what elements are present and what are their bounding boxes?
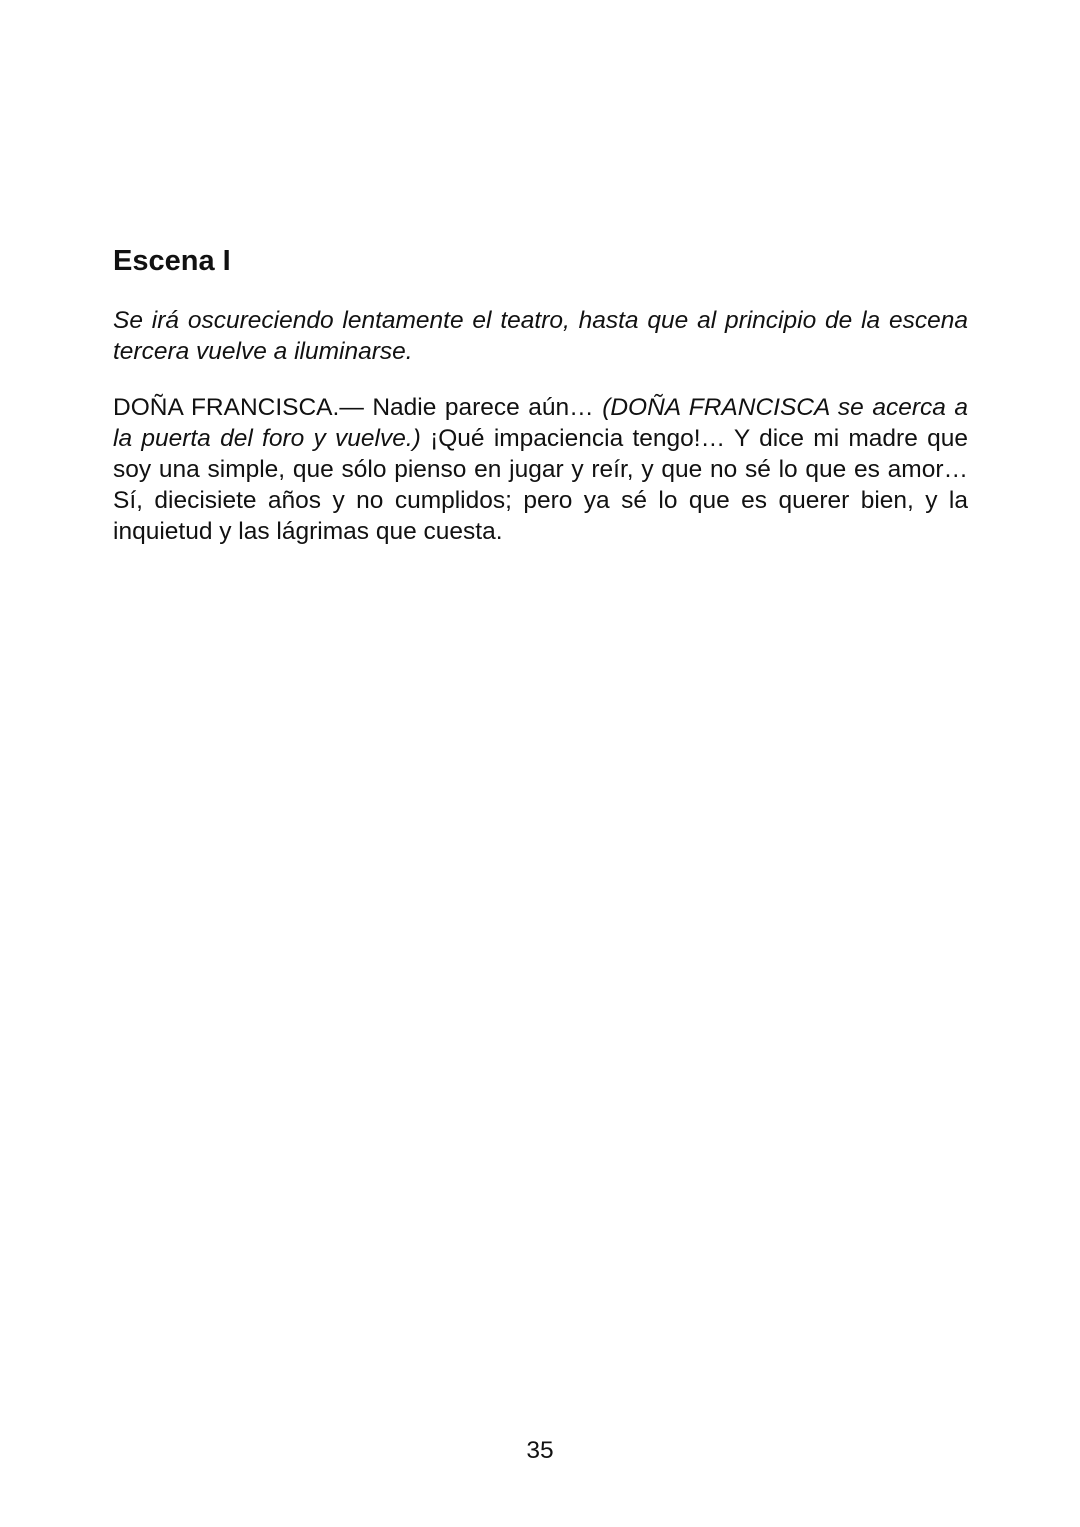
speaker-name: DOÑA FRANCISCA.—: [113, 394, 364, 421]
scene-title: Escena I: [113, 245, 231, 277]
stage-direction: Se irá oscureciendo lentamente el teatro, hasta que al principio de la escena tercera vuelve a iluminarse.: [113, 307, 968, 365]
dialogue-text-start: Nadie parece aún…: [363, 394, 603, 421]
page-number: 35: [526, 1437, 554, 1464]
dialogue-text-end: ¡Qué impaciencia tengo!… Y dice mi madre que soy una simple, que sólo pienso en jugar y reír, y que no sé lo que es amor… Sí, diecisiete años y no cumplidos; pero ya sé lo que es querer bien, y la inquietud y las lágrimas que cuesta.: [113, 425, 968, 545]
dialogue-paragraph: [113, 392, 968, 547]
stage-aside: (DOÑA FRANCISCA se acerca a la puerta del foro y vuelve.): [113, 394, 968, 452]
